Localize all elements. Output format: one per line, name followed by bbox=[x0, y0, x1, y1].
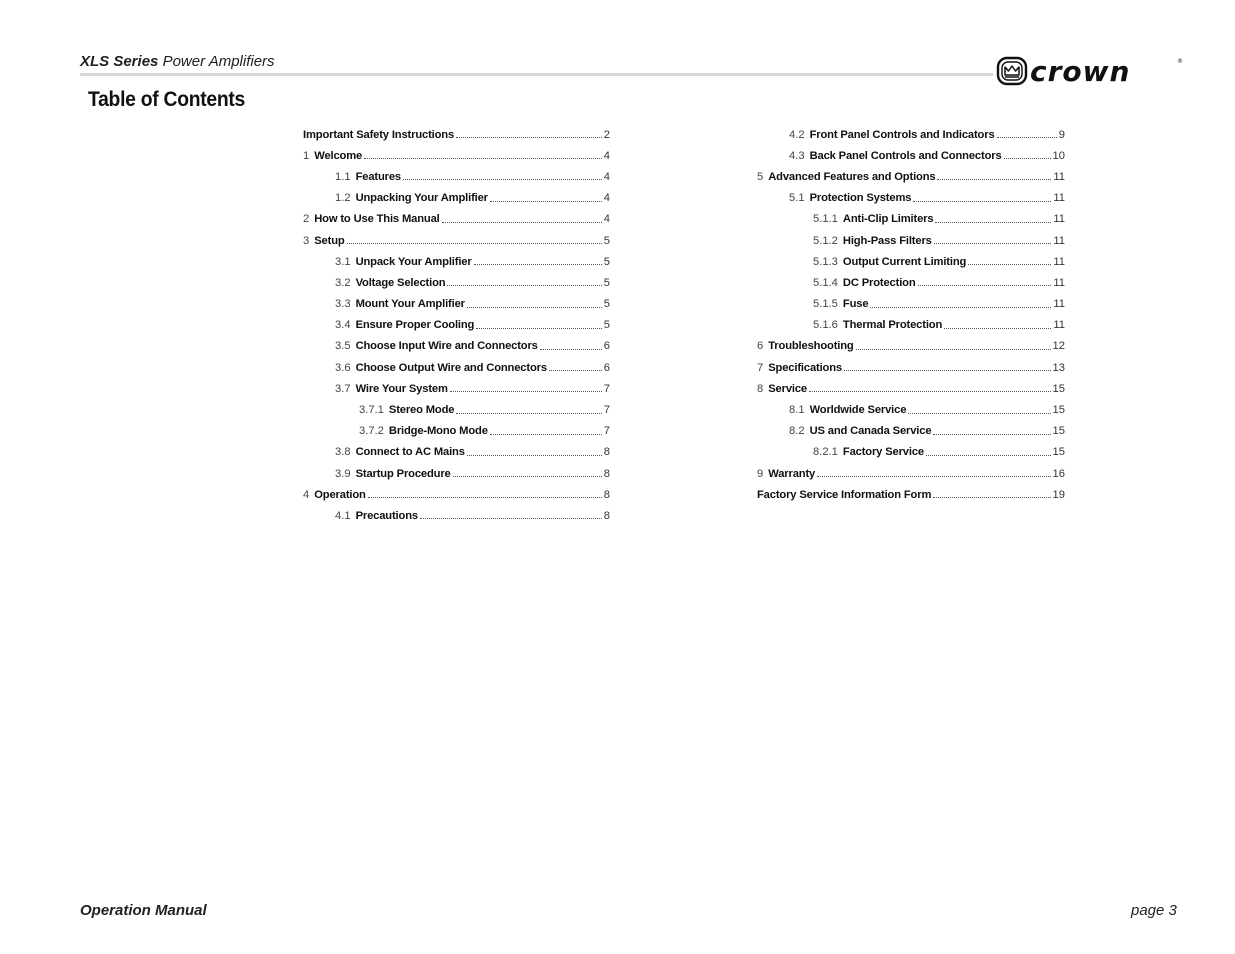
toc-entry-page: 8 bbox=[603, 509, 610, 522]
toc-entry[interactable] bbox=[303, 315, 610, 336]
dot-leader bbox=[935, 222, 1051, 223]
toc-entry-number: 3.7.1 bbox=[359, 404, 384, 417]
toc-entry[interactable] bbox=[757, 463, 1065, 484]
toc-entry[interactable] bbox=[303, 399, 610, 420]
dot-leader bbox=[968, 264, 1051, 265]
toc-entry[interactable] bbox=[303, 166, 610, 187]
dot-leader bbox=[467, 307, 602, 308]
toc-entry-label: Choose Output Wire and Connectors bbox=[355, 361, 547, 374]
toc-entry-page: 9 bbox=[1058, 128, 1065, 141]
toc-entry-number: 3.5 bbox=[335, 340, 351, 353]
dot-leader bbox=[456, 137, 602, 138]
toc-entry-page: 15 bbox=[1052, 425, 1065, 438]
toc-entry-number: 9 bbox=[757, 467, 764, 480]
svg-text:®: ® bbox=[1177, 58, 1183, 65]
toc-entry-number: 8.1 bbox=[789, 404, 805, 417]
toc-entry-page: 4 bbox=[603, 213, 610, 226]
toc-entry-number: 4.1 bbox=[335, 509, 351, 522]
dot-leader bbox=[817, 476, 1050, 477]
toc-entry-page: 8 bbox=[603, 488, 610, 501]
toc-entry-label: Choose Input Wire and Connectors bbox=[355, 340, 538, 353]
toc-entry-page: 11 bbox=[1053, 298, 1065, 311]
footer-page-number: page 3 bbox=[1131, 902, 1177, 919]
toc-entry[interactable] bbox=[757, 272, 1065, 293]
series-name: XLS Series bbox=[80, 53, 159, 70]
toc-entry-number: 5 bbox=[757, 170, 764, 183]
toc-entry-number: 5.1.4 bbox=[813, 276, 838, 289]
toc-entry-number: 3.7.2 bbox=[359, 425, 384, 438]
toc-entry-label: Factory Service Information Form bbox=[757, 488, 932, 501]
toc-entry[interactable] bbox=[303, 357, 610, 378]
toc-entry-number: 2 bbox=[303, 213, 310, 226]
toc-entry[interactable] bbox=[303, 484, 610, 505]
toc-entry-label: Voltage Selection bbox=[355, 276, 446, 289]
toc-entry-label: Connect to AC Mains bbox=[355, 446, 465, 459]
dot-leader bbox=[933, 434, 1050, 435]
toc-entry-page: 4 bbox=[603, 192, 610, 205]
toc-entry[interactable] bbox=[303, 463, 610, 484]
toc-entry-page: 2 bbox=[603, 128, 610, 141]
dot-leader bbox=[490, 201, 602, 202]
toc-entry[interactable] bbox=[303, 124, 610, 145]
toc-column-left bbox=[303, 124, 610, 527]
dot-leader bbox=[420, 518, 602, 519]
toc-entry-page: 5 bbox=[603, 319, 610, 332]
toc-entry-page: 5 bbox=[603, 255, 610, 268]
toc-entry-label: Unpacking Your Amplifier bbox=[355, 192, 488, 205]
toc-entry-number: 8.2 bbox=[789, 425, 805, 438]
toc-entry-page: 19 bbox=[1052, 488, 1065, 501]
toc-entry-page: 11 bbox=[1053, 319, 1065, 332]
page-title: Table of Contents bbox=[88, 88, 246, 111]
toc-entry-page: 11 bbox=[1053, 276, 1065, 289]
toc-entry-page: 5 bbox=[603, 298, 610, 311]
toc-entry[interactable] bbox=[757, 336, 1065, 357]
toc-entry[interactable] bbox=[757, 357, 1065, 378]
toc-entry-label: Precautions bbox=[355, 509, 418, 522]
toc-entry-number: 3.2 bbox=[335, 276, 351, 289]
dot-leader bbox=[934, 243, 1052, 244]
toc-entry-number: 3 bbox=[303, 234, 310, 247]
toc-entry-page: 4 bbox=[603, 170, 610, 183]
toc-entry[interactable] bbox=[757, 421, 1065, 442]
toc-entry-page: 7 bbox=[603, 382, 610, 395]
toc-entry-label: DC Protection bbox=[842, 276, 916, 289]
toc-entry-label: Mount Your Amplifier bbox=[355, 298, 465, 311]
toc-entry-label: Stereo Mode bbox=[388, 404, 455, 417]
dot-leader bbox=[913, 201, 1051, 202]
toc-entry[interactable] bbox=[757, 251, 1065, 272]
toc-entry-label: Setup bbox=[314, 234, 345, 247]
toc-entry-page: 11 bbox=[1053, 255, 1065, 268]
toc-entry-number: 3.6 bbox=[335, 361, 351, 374]
dot-leader bbox=[450, 391, 602, 392]
toc-entry[interactable] bbox=[757, 315, 1065, 336]
toc-entry-page: 12 bbox=[1052, 340, 1065, 353]
crown-logo bbox=[996, 55, 1184, 87]
toc-entry[interactable] bbox=[757, 484, 1065, 505]
toc-entry[interactable] bbox=[757, 124, 1065, 145]
toc-entry-number: 1 bbox=[303, 149, 310, 162]
toc-entry-page: 15 bbox=[1052, 382, 1065, 395]
toc-entry-page: 6 bbox=[603, 340, 610, 353]
toc-entry-number: 5.1.6 bbox=[813, 319, 838, 332]
toc-entry-label: High-Pass Filters bbox=[842, 234, 932, 247]
toc-entry[interactable] bbox=[303, 251, 610, 272]
toc-entry-number: 5.1.2 bbox=[813, 234, 838, 247]
toc-entry[interactable] bbox=[757, 442, 1065, 463]
toc-entry-page: 11 bbox=[1053, 192, 1065, 205]
dot-leader bbox=[442, 222, 602, 223]
toc-entry[interactable] bbox=[303, 294, 610, 315]
toc-entry[interactable] bbox=[757, 209, 1065, 230]
dot-leader bbox=[1004, 158, 1051, 159]
toc-entry-label: Unpack Your Amplifier bbox=[355, 255, 472, 268]
toc-entry-page: 8 bbox=[603, 467, 610, 480]
toc-entry-number: 5.1.3 bbox=[813, 255, 838, 268]
toc-entry-page: 5 bbox=[603, 276, 610, 289]
dot-leader bbox=[926, 455, 1051, 456]
dot-leader bbox=[933, 497, 1050, 498]
toc-entry-number: 4.3 bbox=[789, 149, 805, 162]
dot-leader bbox=[453, 476, 602, 477]
toc-entry[interactable] bbox=[303, 272, 610, 293]
toc-entry-page: 15 bbox=[1052, 446, 1065, 459]
toc-entry-number: 6 bbox=[757, 340, 764, 353]
dot-leader bbox=[476, 328, 602, 329]
toc-entry-page: 7 bbox=[603, 404, 610, 417]
toc-entry[interactable] bbox=[303, 188, 610, 209]
toc-entry[interactable] bbox=[303, 209, 610, 230]
toc-entry-label: Front Panel Controls and Indicators bbox=[809, 128, 995, 141]
toc-entry-number: 3.4 bbox=[335, 319, 351, 332]
toc-entry-number: 3.7 bbox=[335, 382, 351, 395]
toc-entry[interactable] bbox=[757, 399, 1065, 420]
toc-entry-label: Ensure Proper Cooling bbox=[355, 319, 475, 332]
toc-entry-number: 1.2 bbox=[335, 192, 351, 205]
toc-entry-label: Advanced Features and Options bbox=[768, 170, 936, 183]
toc-entry-page: 5 bbox=[603, 234, 610, 247]
toc-entry-label: Important Safety Instructions bbox=[303, 128, 455, 141]
toc-entry-label: How to Use This Manual bbox=[314, 213, 440, 226]
toc-entry[interactable] bbox=[303, 336, 610, 357]
toc-entry-label: Output Current Limiting bbox=[842, 255, 967, 268]
dot-leader bbox=[809, 391, 1051, 392]
toc-entry-label: Warranty bbox=[768, 467, 816, 480]
dot-leader bbox=[937, 179, 1051, 180]
toc-entry-label: Startup Procedure bbox=[355, 467, 451, 480]
dot-leader bbox=[368, 497, 602, 498]
dot-leader bbox=[844, 370, 1051, 371]
toc-entry-number: 3.8 bbox=[335, 446, 351, 459]
dot-leader bbox=[474, 264, 602, 265]
toc-entry[interactable] bbox=[303, 378, 610, 399]
dot-leader bbox=[856, 349, 1051, 350]
toc-column-right bbox=[757, 124, 1065, 505]
running-header bbox=[80, 53, 275, 70]
footer-manual-title: Operation Manual bbox=[80, 902, 207, 919]
toc-entry[interactable] bbox=[303, 505, 610, 526]
toc-entry-number: 4 bbox=[303, 488, 310, 501]
toc-entry-page: 15 bbox=[1052, 404, 1065, 417]
toc-entry[interactable] bbox=[303, 145, 610, 166]
toc-entry-number: 7 bbox=[757, 361, 764, 374]
toc-entry-label: Fuse bbox=[842, 298, 869, 311]
toc-entry-number: 3.9 bbox=[335, 467, 351, 480]
toc-entry-page: 11 bbox=[1053, 213, 1065, 226]
toc-entry-page: 8 bbox=[603, 446, 610, 459]
toc-entry-number: 5.1.5 bbox=[813, 298, 838, 311]
dot-leader bbox=[997, 137, 1057, 138]
toc-entry-number: 1.1 bbox=[335, 170, 351, 183]
toc-entry[interactable] bbox=[303, 421, 610, 442]
dot-leader bbox=[447, 285, 601, 286]
toc-entry-number: 4.2 bbox=[789, 128, 805, 141]
toc-entry-label: Wire Your System bbox=[355, 382, 448, 395]
toc-entry-label: Back Panel Controls and Connectors bbox=[809, 149, 1002, 162]
toc-entry-number: 5.1.1 bbox=[813, 213, 838, 226]
dot-leader bbox=[490, 434, 602, 435]
toc-entry-label: Features bbox=[355, 170, 401, 183]
header-rule bbox=[80, 73, 993, 76]
dot-leader bbox=[364, 158, 602, 159]
toc-entry-label: Welcome bbox=[314, 149, 363, 162]
toc-entry[interactable] bbox=[757, 378, 1065, 399]
toc-entry[interactable] bbox=[303, 230, 610, 251]
dot-leader bbox=[347, 243, 602, 244]
dot-leader bbox=[870, 307, 1051, 308]
dot-leader bbox=[540, 349, 602, 350]
toc-entry-number: 3.1 bbox=[335, 255, 351, 268]
toc-entry-number: 8.2.1 bbox=[813, 446, 838, 459]
toc-entry-page: 16 bbox=[1052, 467, 1065, 480]
toc-entry-page: 13 bbox=[1052, 361, 1065, 374]
toc-entry-label: Protection Systems bbox=[809, 192, 912, 205]
toc-entry-label: Bridge-Mono Mode bbox=[388, 425, 488, 438]
toc-entry-label: US and Canada Service bbox=[809, 425, 932, 438]
toc-entry[interactable] bbox=[757, 145, 1065, 166]
toc-entry[interactable] bbox=[757, 188, 1065, 209]
toc-entry-label: Service bbox=[768, 382, 807, 395]
dot-leader bbox=[918, 285, 1052, 286]
toc-entry-number: 8 bbox=[757, 382, 764, 395]
dot-leader bbox=[908, 413, 1050, 414]
toc-entry-label: Operation bbox=[314, 488, 366, 501]
toc-entry-page: 11 bbox=[1053, 234, 1065, 247]
toc-entry-label: Factory Service bbox=[842, 446, 924, 459]
dot-leader bbox=[456, 413, 601, 414]
series-subtitle: Power Amplifiers bbox=[162, 53, 275, 70]
toc-entry-label: Troubleshooting bbox=[768, 340, 854, 353]
toc-entry-label: Specifications bbox=[768, 361, 842, 374]
dot-leader bbox=[549, 370, 602, 371]
dot-leader bbox=[403, 179, 602, 180]
toc-entry-page: 10 bbox=[1052, 149, 1065, 162]
toc-entry-number: 3.3 bbox=[335, 298, 351, 311]
dot-leader bbox=[944, 328, 1051, 329]
toc-entry-label: Worldwide Service bbox=[809, 404, 907, 417]
toc-entry[interactable] bbox=[757, 166, 1065, 187]
toc-entry-label: Anti-Clip Limiters bbox=[842, 213, 934, 226]
toc-entry[interactable] bbox=[757, 294, 1065, 315]
toc-entry-page: 7 bbox=[603, 425, 610, 438]
toc-entry-page: 6 bbox=[603, 361, 610, 374]
toc-entry-label: Thermal Protection bbox=[842, 319, 943, 332]
dot-leader bbox=[467, 455, 602, 456]
toc-entry-number: 5.1 bbox=[789, 192, 805, 205]
toc-entry[interactable] bbox=[303, 442, 610, 463]
toc-entry-page: 4 bbox=[603, 149, 610, 162]
toc-entry[interactable] bbox=[757, 230, 1065, 251]
svg-text:crown: crown bbox=[1030, 55, 1131, 87]
toc-entry-page: 11 bbox=[1053, 170, 1065, 183]
